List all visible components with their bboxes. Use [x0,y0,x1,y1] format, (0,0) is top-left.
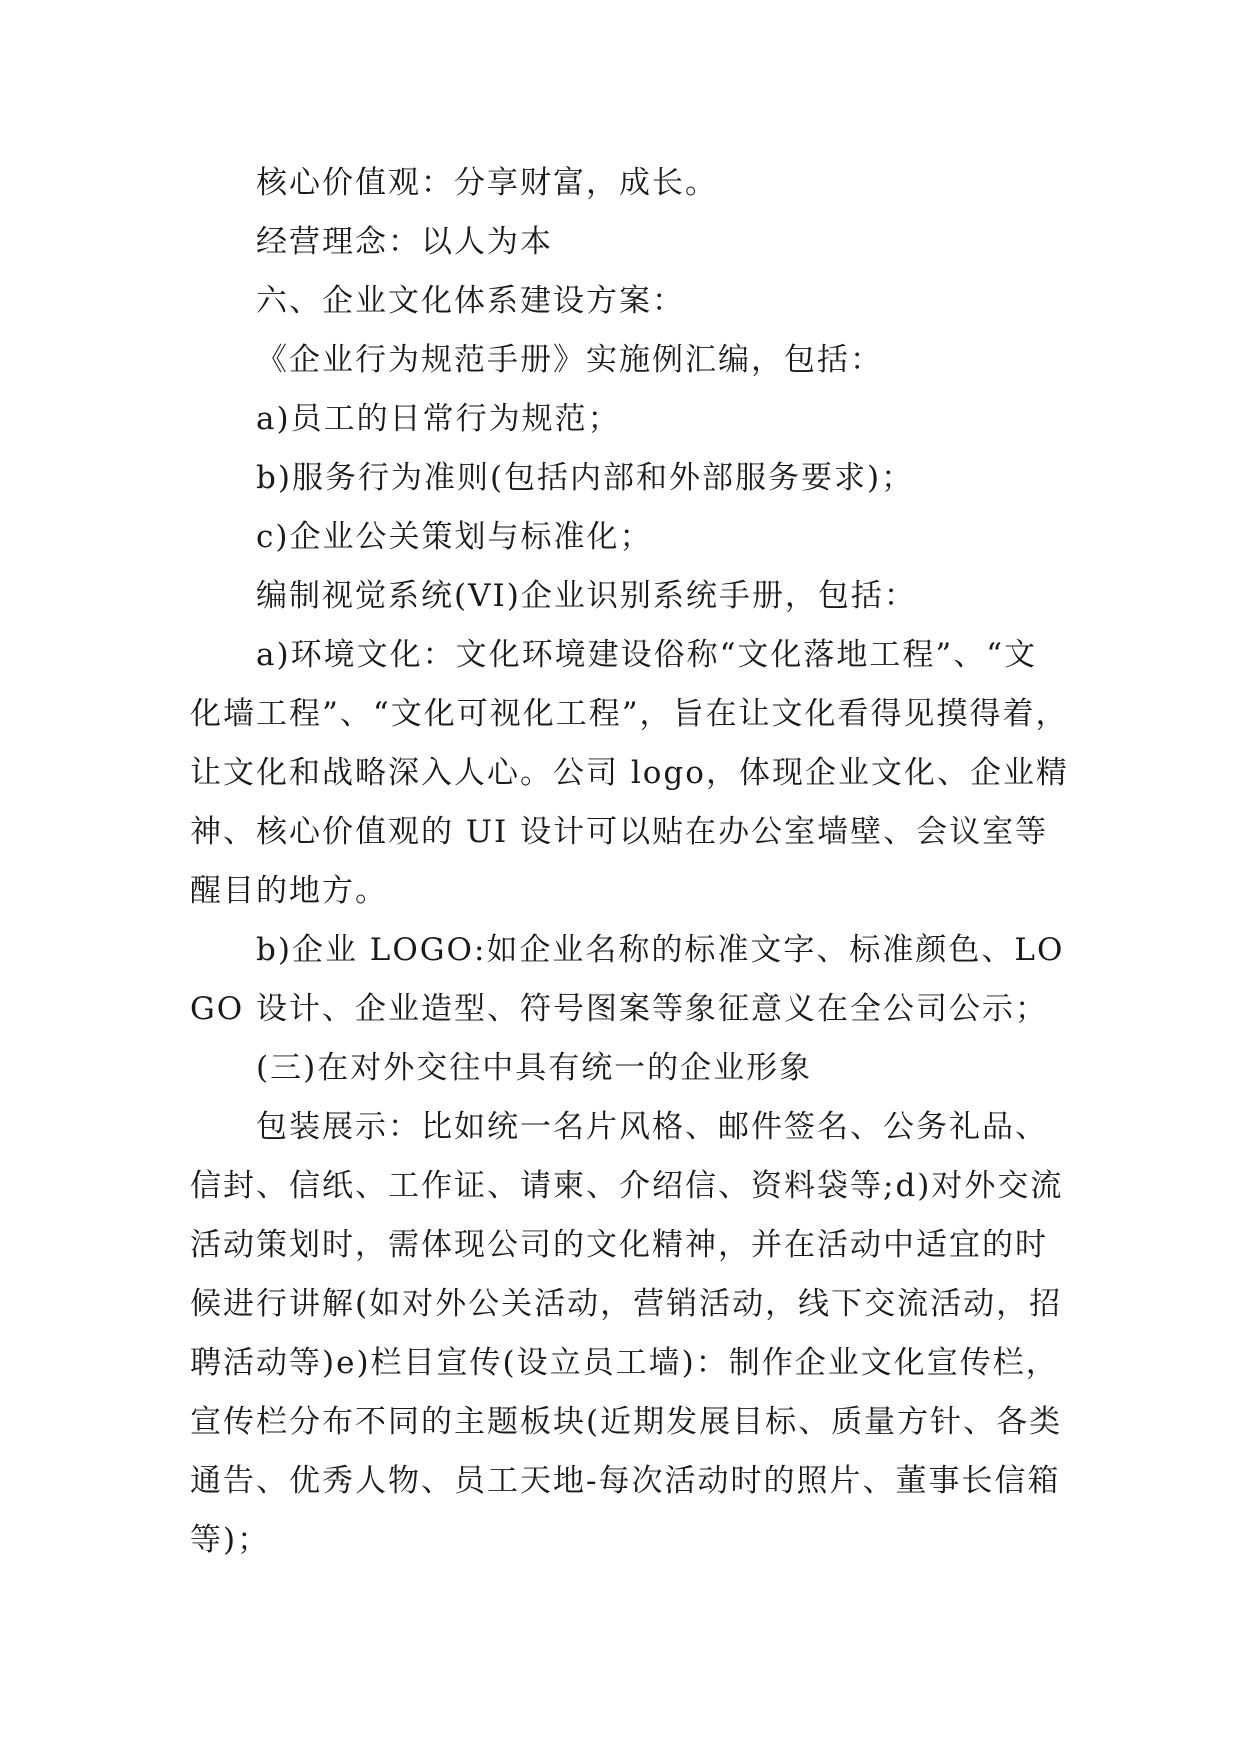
paragraph-business-philosophy: 经营理念：以人为本 [256,224,553,260]
list-item-b-enterprise-logo: b)企业 LOGO:如企业名称的标准文字、标准颜色、LOGO 设计、企业造型、符号图案等象征意义在全公司公示； [190,932,1065,1027]
list-item-a-daily-conduct: a)员工的日常行为规范； [256,401,621,437]
document-body [190,154,1070,1570]
list-item-b-service-rules: b)服务行为准则(包括内部和外部服务要求)； [256,460,915,496]
section-heading-three: (三)在对外交往中具有统一的企业形象 [256,1050,813,1086]
section-heading-six: 六、企业文化体系建设方案： [256,283,685,319]
paragraph-behavior-manual: 《企业行为规范手册》实施例汇编，包括： [256,342,883,378]
list-item-a-environment-culture: a)环境文化：文化环境建设俗称“文化落地工程”、“文化墙工程”、“文化可视化工程”，旨在让文化看得见摸得着，让文化和战略深入人心。公司 logo，体现企业文化、企业精神、核心价值观的 UI 设计可以贴在办公室墙壁、会议室等醒目的地方。 [190,637,1069,909]
paragraph-vi-manual: 编制视觉系统(VI)企业识别系统手册，包括： [256,578,917,614]
paragraph-core-values: 核心价值观：分享财富，成长。 [256,165,718,201]
paragraph-packaging-display: 包装展示：比如统一名片风格、邮件签名、公务礼品、信封、信纸、工作证、请柬、介绍信、资料袋等;d)对外交流活动策划时，需体现公司的文化精神，并在活动中适宜的时候进行讲解(如对外公关活动，营销活动，线下交流活动，招聘活动等)e)栏目宣传(设立员工墙)：制作企业文化宣传栏，宣传栏分布不同的主题板块(近期发展目标、质量方针、各类通告、优秀人物、员工天地-每次活动时的照片、董事长信箱等)； [190,1109,1064,1558]
list-item-c-public-relations: c)企业公关策划与标准化； [256,519,653,555]
